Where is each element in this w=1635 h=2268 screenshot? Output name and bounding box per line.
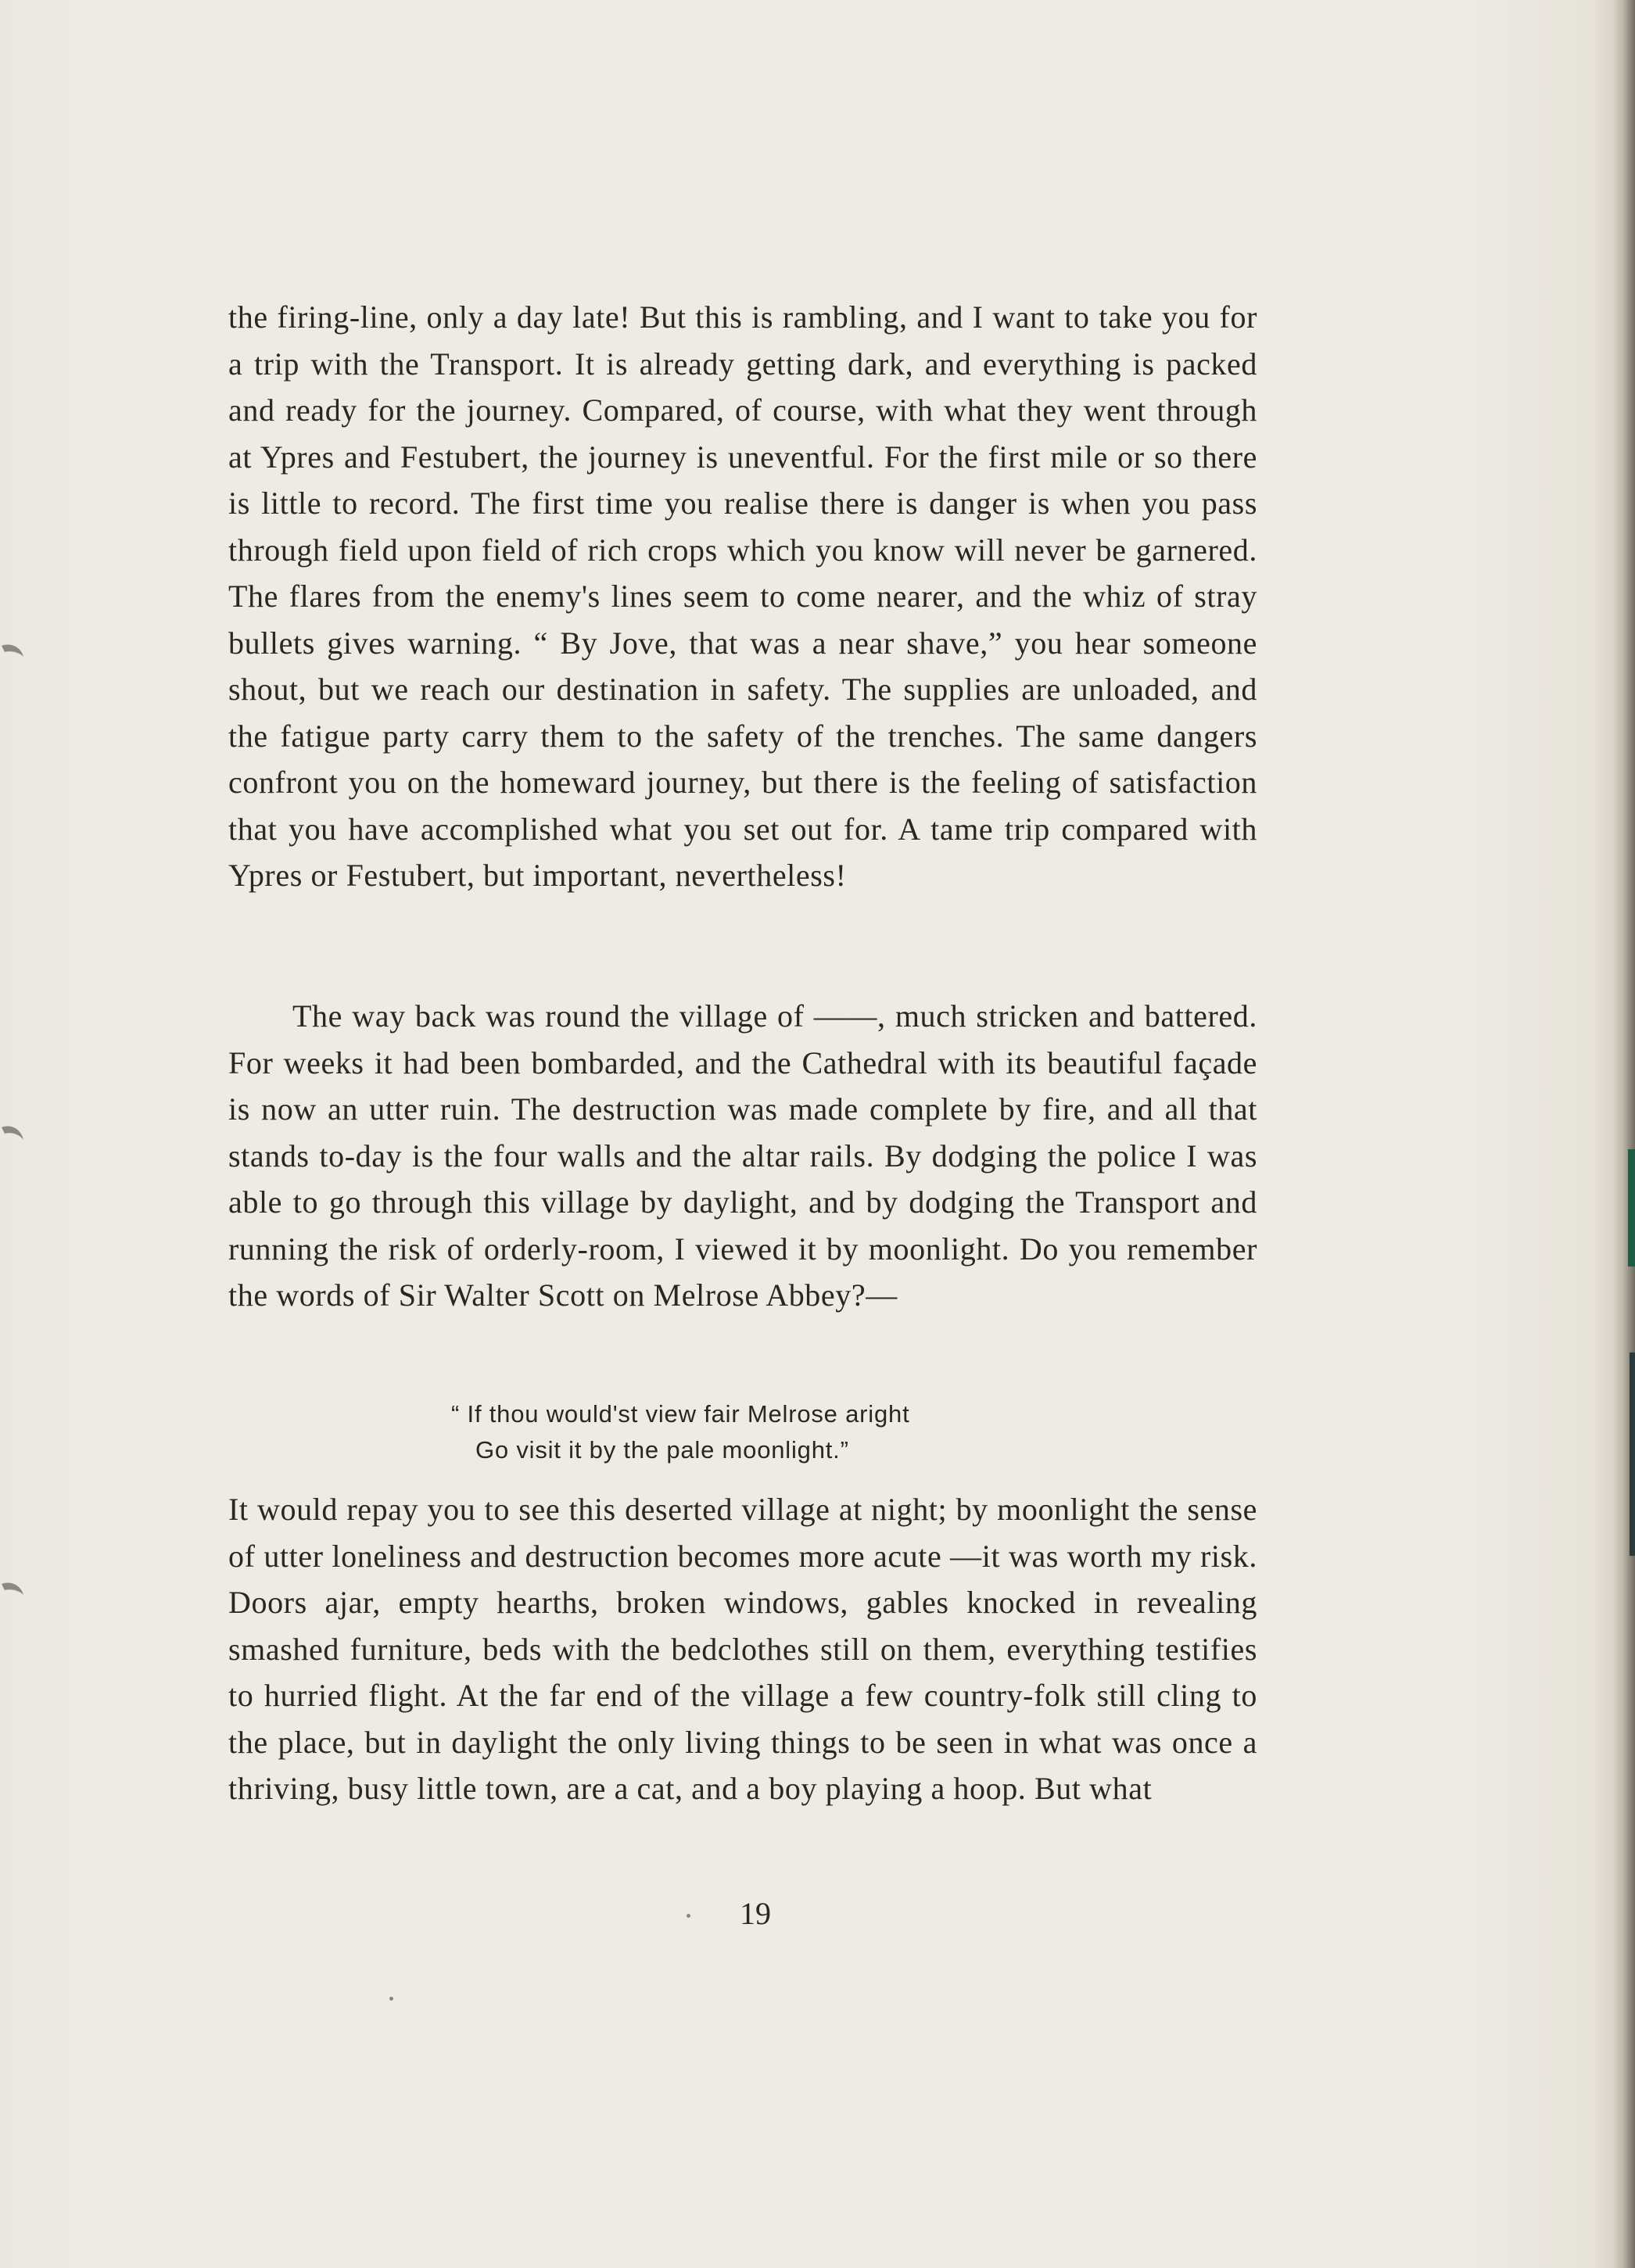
paper-speck	[389, 1997, 393, 2001]
binding-hole-mark	[0, 1123, 27, 1145]
paragraph-deserted-village	[228, 1486, 1257, 1812]
paragraph-text: the firing-line, only a day late! But this is rambling, and I want to take you for a trip with the Transport. It is already getting dark, and everything is packed and ready for the journey. Compared, of course, with what they went through at Ypres and Festubert, the journey is uneventful. For the first mile or so there is little to record. The first time you realise there is danger is when you pass through field upon field of rich crops which you know will never be garnered. The flares from the enemy's lines seem to come nearer, and the whiz of stray bullets gives warning. “ By Jove, that was a near shave,” you hear someone shout, but we reach our destination in safety. The supplies are unloaded, and the fatigue party carry them to the safety of the trenches. The same dangers confront you on the homeward journey, but there is the feeling of satisfaction that you have accomplished what you set out for. A tame trip compared with Ypres or Festubert, but important, nevertheless!	[228, 299, 1257, 893]
green-page-tab	[1628, 1149, 1635, 1267]
binding-hole-mark	[0, 641, 27, 663]
paragraph-text: It would repay you to see this deserted village at night; by moonlight the sense of utter loneliness and destruction becomes more acute —it was worth my risk. Doors ajar, empty hearths, broken windows, gables knocked in revealing smashed furniture, beds with the bedclothes still on them, everything testifies to hurried flight. At the far end of the village a few country-folk still cling to the place, but in daylight the only living things to be seen in what was once a thriving, busy little town, are a cat, and a boy playing a hoop. But what	[228, 1492, 1257, 1806]
quote-line-1: “ If thou would'st view fair Melrose aright	[451, 1400, 910, 1428]
paragraph-text: The way back was round the village of ——, much stricken and battered. For weeks it had been bombarded, and the Cathedral with its beautiful façade is now an utter ruin. The destruction was made complete by fire, and all that stands to-day is the four walls and the altar rails. By dodging the police I was able to go through this village by daylight, and by dodging the Transport and running the risk of orderly-room, I viewed it by moonlight. Do you remember the words of Sir Walter Scott on Melrose Abbey?—	[228, 998, 1257, 1313]
paragraph-firing-line	[228, 294, 1257, 899]
binding-hole-mark	[0, 1579, 27, 1601]
dark-page-tab	[1630, 1353, 1635, 1556]
adjacent-page-edge	[1595, 0, 1635, 2268]
paper-speck	[687, 1914, 690, 1918]
melrose-quote	[438, 1396, 1063, 1468]
quote-line-2: Go visit it by the pale moonlight.”	[475, 1436, 849, 1464]
page-number: 19	[740, 1896, 771, 1931]
paragraph-village	[228, 993, 1257, 1319]
